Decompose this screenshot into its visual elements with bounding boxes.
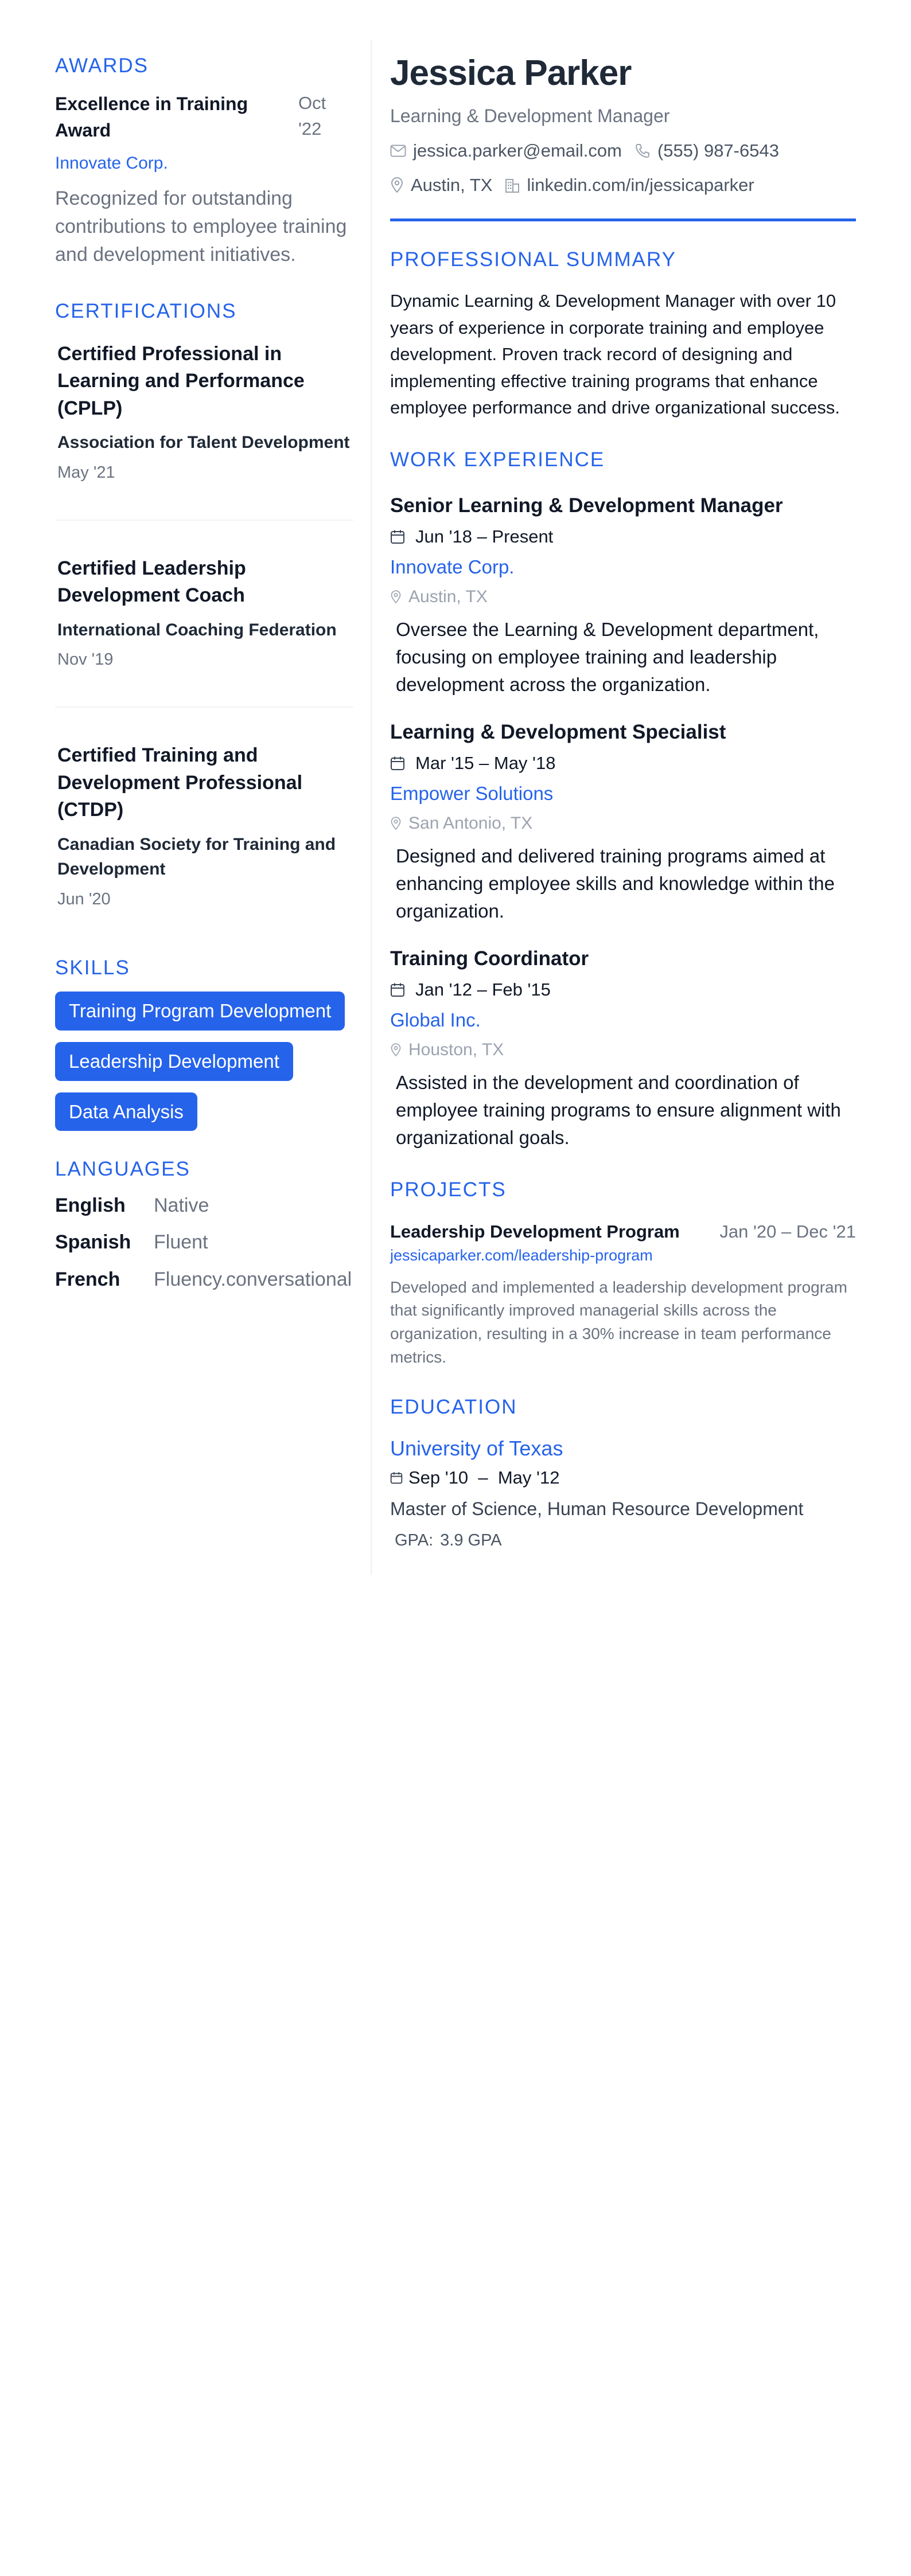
project-entry (390, 1221, 856, 1369)
award-date: Oct '22 (298, 93, 326, 139)
language-level: Fluent (154, 1231, 208, 1254)
phone-icon (634, 143, 651, 159)
map-pin-icon (390, 177, 404, 193)
gpa-label: GPA: (395, 1531, 434, 1550)
certification-issuer: International Coaching Federation (57, 620, 337, 639)
job-location-row (390, 1040, 856, 1060)
certification-date: Jun '20 (57, 889, 111, 908)
job-dates-row (390, 753, 856, 774)
education-gpa (390, 1531, 856, 1550)
summary-section (390, 248, 856, 421)
languages-heading: LANGUAGES (55, 1158, 190, 1181)
certification-item (55, 341, 353, 484)
awards-heading: AWARDS (55, 54, 149, 77)
linkedin-contact[interactable] (505, 175, 754, 196)
skills-heading: SKILLS (55, 957, 130, 979)
education-degree: Master of Science, Human Resource Development (390, 1498, 804, 1520)
job-description: Designed and delivered training programs aimed at enhancing employee skills and knowledge within the organization. (396, 845, 835, 922)
project-dates: Jan '20 – Dec '21 (719, 1221, 856, 1242)
award-title: Excellence in Training Award (55, 93, 248, 141)
language-level: Fluency.conversational (154, 1268, 352, 1290)
job-entry (390, 493, 856, 698)
left-column (55, 54, 353, 1292)
candidate-name: Jessica Parker (390, 53, 632, 93)
envelope-icon (390, 145, 406, 157)
job-entry (390, 719, 856, 925)
education-section (390, 1395, 856, 1550)
gpa-value: 3.9 GPA (440, 1531, 502, 1550)
calendar-icon (390, 982, 405, 997)
experience-section (390, 448, 856, 1152)
map-pin-icon (390, 1043, 402, 1057)
linkedin-text: linkedin.com/in/jessicaparker (527, 175, 754, 196)
language-name: English (55, 1195, 126, 1217)
job-location-row (390, 587, 856, 607)
award-description: Recognized for outstanding contributions to employee training and development initiatives. (55, 187, 347, 266)
certification-issuer: Association for Talent Development (57, 433, 350, 452)
job-dates-row (390, 526, 856, 547)
projects-heading: PROJECTS (390, 1178, 507, 1201)
location-text: Austin, TX (411, 175, 493, 196)
award-organization: Innovate Corp. (55, 153, 168, 173)
job-role: Learning & Development Specialist (390, 720, 726, 743)
contact-row (390, 140, 856, 161)
awards-section (55, 54, 353, 270)
education-school: University of Texas (390, 1437, 563, 1461)
calendar-icon (390, 1472, 403, 1484)
education-entry (390, 1437, 856, 1550)
experience-heading: WORK EXPERIENCE (390, 448, 605, 471)
job-role: Training Coordinator (390, 947, 589, 970)
project-link[interactable]: jessicaparker.com/leadership-program (390, 1246, 653, 1264)
language-row (55, 1267, 353, 1292)
certification-divider (55, 520, 353, 521)
certification-title: Certified Professional in Learning and Performance (CPLP) (57, 342, 305, 419)
job-dates: Jan '12 – Feb '15 (415, 979, 551, 1000)
contact-row (390, 175, 856, 196)
certification-item (55, 742, 353, 910)
phone-contact[interactable] (634, 140, 779, 161)
education-heading: EDUCATION (390, 1396, 517, 1419)
summary-text: Dynamic Learning & Development Manager with over 10 years of experience in corporate training and employee development. Proven track record of designing and implementing effective training programs that enhance employee performance and drive organizational success. (390, 291, 840, 418)
projects-section (390, 1178, 856, 1369)
resume-header (390, 54, 856, 221)
certifications-heading: CERTIFICATIONS (55, 299, 237, 322)
job-entry (390, 946, 856, 1152)
certification-title: Certified Leadership Development Coach (57, 557, 246, 607)
award-item (55, 91, 353, 270)
certification-divider (55, 707, 353, 708)
language-row (55, 1193, 353, 1218)
job-company: Empower Solutions (390, 783, 554, 805)
certifications-section (55, 299, 353, 911)
certification-date: Nov '19 (57, 650, 114, 669)
job-dates: Jun '18 – Present (415, 526, 554, 547)
job-company: Global Inc. (390, 1009, 481, 1031)
certification-item (55, 555, 353, 671)
skill-tag: Data Analysis (55, 1092, 197, 1131)
certification-title: Certified Training and Development Professional (CTDP) (57, 744, 303, 821)
job-role: Senior Learning & Development Manager (390, 494, 783, 517)
education-dates: Sep '10 – May '12 (408, 1467, 560, 1488)
building-icon (505, 177, 520, 193)
certification-date: May '21 (57, 463, 115, 482)
column-divider (371, 40, 372, 1575)
skills-section (55, 956, 353, 1131)
right-column (390, 54, 856, 1550)
project-description: Developed and implemented a leadership development program that significantly improved managerial skills across the organization, resulting in a 30% increase in team performance metrics. (390, 1278, 847, 1366)
candidate-title: Learning & Development Manager (390, 106, 670, 127)
project-name: Leadership Development Program (390, 1221, 680, 1242)
skill-tag: Training Program Development (55, 992, 345, 1031)
language-row (55, 1230, 353, 1255)
location-contact (390, 175, 492, 196)
language-name: French (55, 1268, 120, 1290)
header-divider (390, 218, 856, 221)
summary-heading: PROFESSIONAL SUMMARY (390, 248, 676, 271)
job-company: Innovate Corp. (390, 556, 515, 578)
calendar-icon (390, 529, 405, 544)
job-description: Assisted in the development and coordination of employee training programs to ensure alignment with organizational goals. (396, 1072, 841, 1148)
language-level: Native (154, 1195, 209, 1217)
skill-tag: Leadership Development (55, 1042, 293, 1081)
language-name: Spanish (55, 1231, 131, 1254)
email-contact[interactable] (390, 140, 622, 161)
languages-section (55, 1157, 353, 1292)
job-location: Houston, TX (408, 1040, 504, 1060)
education-dates-row (390, 1467, 856, 1488)
job-location-row (390, 814, 856, 833)
phone-text: (555) 987-6543 (657, 140, 779, 161)
map-pin-icon (390, 817, 402, 830)
calendar-icon (390, 756, 405, 771)
email-text: jessica.parker@email.com (413, 140, 622, 161)
job-description: Oversee the Learning & Development department, focusing on employee training and leadership development across the organization. (396, 619, 819, 695)
job-location: San Antonio, TX (408, 814, 533, 833)
job-location: Austin, TX (408, 587, 488, 607)
job-dates: Mar '15 – May '18 (415, 753, 556, 774)
certification-issuer: Canadian Society for Training and Development (57, 834, 336, 879)
job-dates-row (390, 979, 856, 1000)
map-pin-icon (390, 590, 402, 604)
